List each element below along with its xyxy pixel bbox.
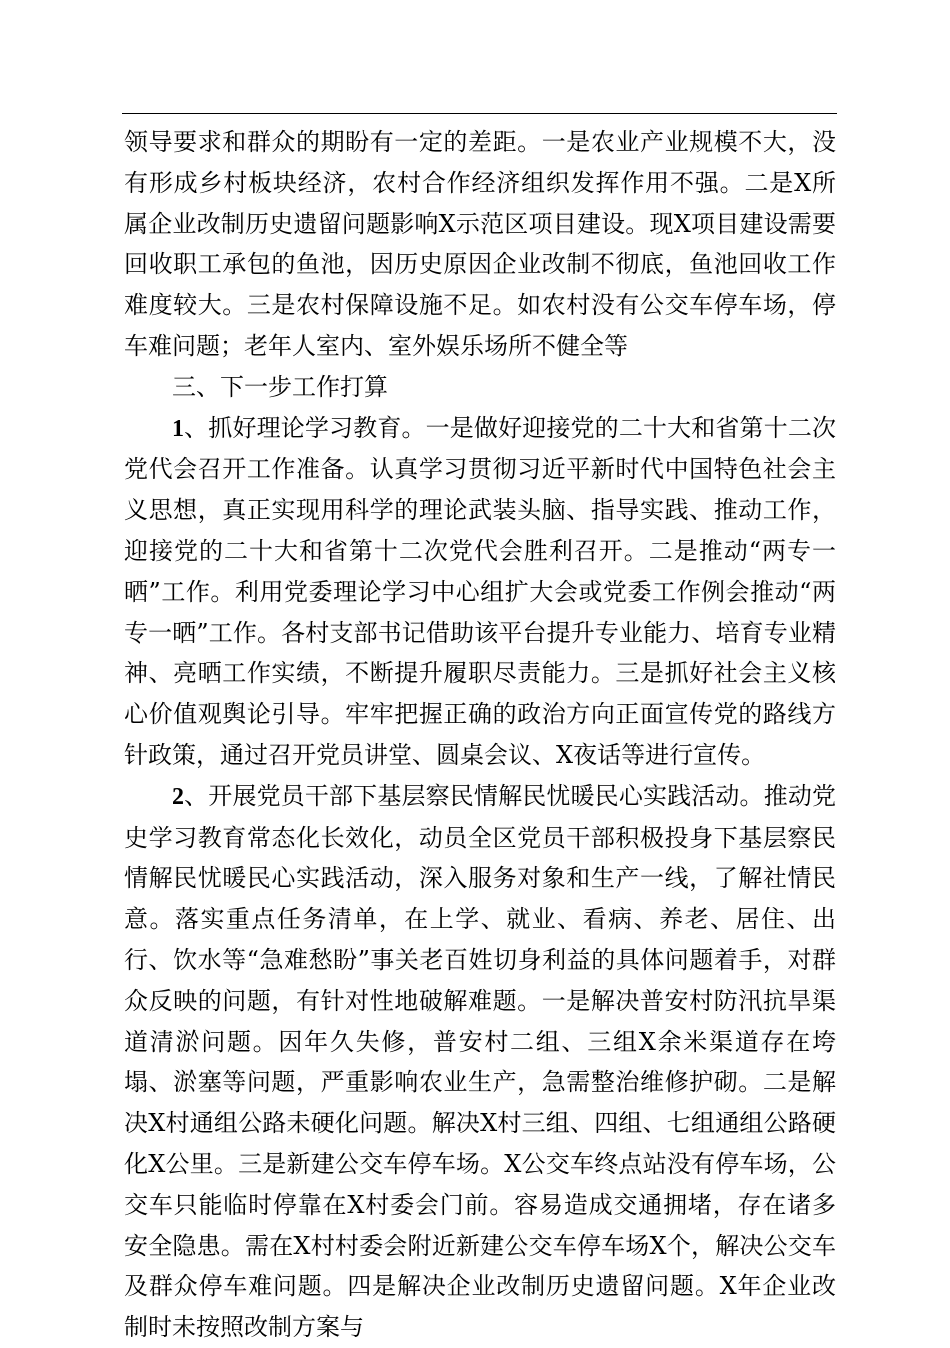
list-item-2-number: 2: [172, 783, 184, 810]
section-heading: 三、下一步工作打算: [172, 372, 388, 401]
list-item-2: [124, 776, 836, 1348]
list-item-2-text: 、开展党员干部下基层察民情解民忧暖民心实践活动。推动党史学习教育常态化长效化，动员全区党员干部积极投身下基层察民情解民忧暖民心实践活动，深入服务对象和生产一线，了解社情民意。落实重点任务清单，在上学、就业、看病、养老、居住、出行、饮水等“急难愁盼”事关老百姓切身利益的具体问题着手，对群众反映的问题，有针对性地破解难题。一是解决普安村防汛抗旱渠道清淤问题。因年久失修，普安村二组、三组X余米渠道存在垮塌、淤塞等问题，严重影响农业生产，急需整治维修护砌。二是解决X村通组公路未硬化问题。解决X村三组、四组、七组通组公路硬化X公里。三是新建公交车停车场。X公交车终点站没有停车场，公交车只能临时停靠在X村委会门前。容易造成交通拥堵，存在诸多安全隐患。需在X村村委会附近新建公交车停车场X个，解决公交车及群众停车难问题。四是解决企业改制历史遗留问题。X年企业改制时未按照改制方案与: [124, 781, 836, 1342]
paragraph-continuation: 领导要求和群众的期盼有一定的差距。一是农业产业规模不大，没有形成乡村板块经济，农村合作经济组织发挥作用不强。二是X所属企业改制历史遗留问题影响X示范区项目建设。现X项目建设需要回收职工承包的鱼池，因历史原因企业改制不彻底，鱼池回收工作难度较大。三是农村保障设施不足。如农村没有公交车停车场，停车难问题；老年人室内、室外娱乐场所不健全等: [124, 128, 836, 360]
list-item-1-number: 1: [172, 415, 184, 442]
header-rule: [122, 113, 837, 114]
document-body: [124, 122, 836, 1348]
list-item-1: [124, 408, 836, 776]
list-item-1-text: 、抓好理论学习教育。一是做好迎接党的二十大和省第十二次党代会召开工作准备。认真学习贯彻习近平新时代中国特色社会主义思想，真正实现用科学的理论武装头脑、指导实践、推动工作，迎接党的二十大和省第十二次党代会胜利召开。二是推动“两专一晒”工作。利用党委理论学习中心组扩大会或党委工作例会推动“两专一晒”工作。各村支部书记借助该平台提升专业能力、培育专业精神、亮晒工作实绩，不断提升履职尽责能力。三是抓好社会主义核心价值观舆论引导。牢牢把握正确的政治方向正面宣传党的路线方针政策，通过召开党员讲堂、圆桌会议、X夜话等进行宣传。: [124, 413, 836, 769]
